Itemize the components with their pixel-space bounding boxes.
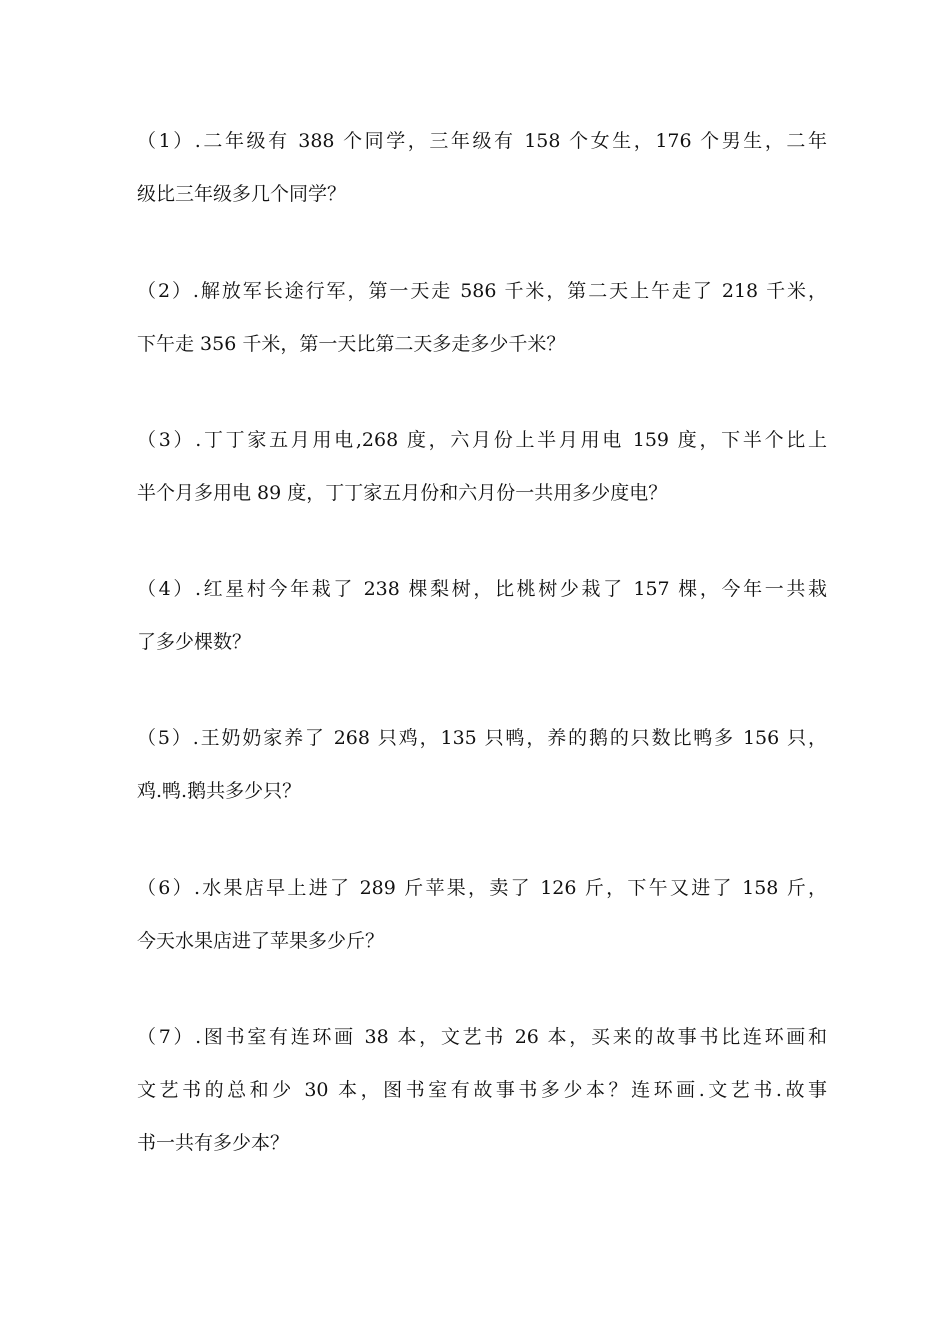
problem-5 [137,712,827,818]
problem-line: （4）.红星村今年栽了 238 棵梨树，比桃树少栽了 157 棵，今年一共栽 [137,578,827,600]
problem-line: 级比三年级多几个同学？ [137,183,347,205]
problem-line: （6）.水果店早上进了 289 斤苹果，卖了 126 斤，下午又进了 158 斤， [137,877,827,899]
problem-1 [137,115,827,221]
problem-line: 半个月多用电 89 度，丁丁家五月份和六月份一共用多少度电？ [137,482,668,504]
problem-3 [137,414,827,520]
problem-6 [137,862,827,968]
problem-line: 书一共有多少本？ [137,1132,290,1154]
problem-line: （1）.二年级有 388 个同学，三年级有 158 个女生，176 个男生，二年 [137,130,827,152]
problem-line: 鸡.鸭.鹅共多少只？ [137,780,302,802]
problem-line: （3）.丁丁家五月用电,268 度，六月份上半月用电 159 度，下半个比上 [137,429,827,451]
problem-2 [137,265,827,371]
problem-line: （5）.王奶奶家养了 268 只鸡，135 只鸭，养的鹅的只数比鸭多 156 只， [137,727,827,749]
problem-line: 文艺书的总和少 30 本，图书室有故事书多少本？连环画.文艺书.故事 [137,1079,827,1101]
problem-4 [137,563,827,669]
problem-line: 了多少棵数？ [137,631,252,653]
problem-line: （7）.图书室有连环画 38 本，文艺书 26 本，买来的故事书比连环画和 [137,1026,827,1048]
problem-7 [137,1011,827,1170]
problem-line: 下午走 356 千米，第一天比第二天多走多少千米？ [137,333,566,355]
problem-line: 今天水果店进了苹果多少斤？ [137,930,385,952]
problem-line: （2）.解放军长途行军，第一天走 586 千米，第二天上午走了 218 千米， [137,280,827,302]
